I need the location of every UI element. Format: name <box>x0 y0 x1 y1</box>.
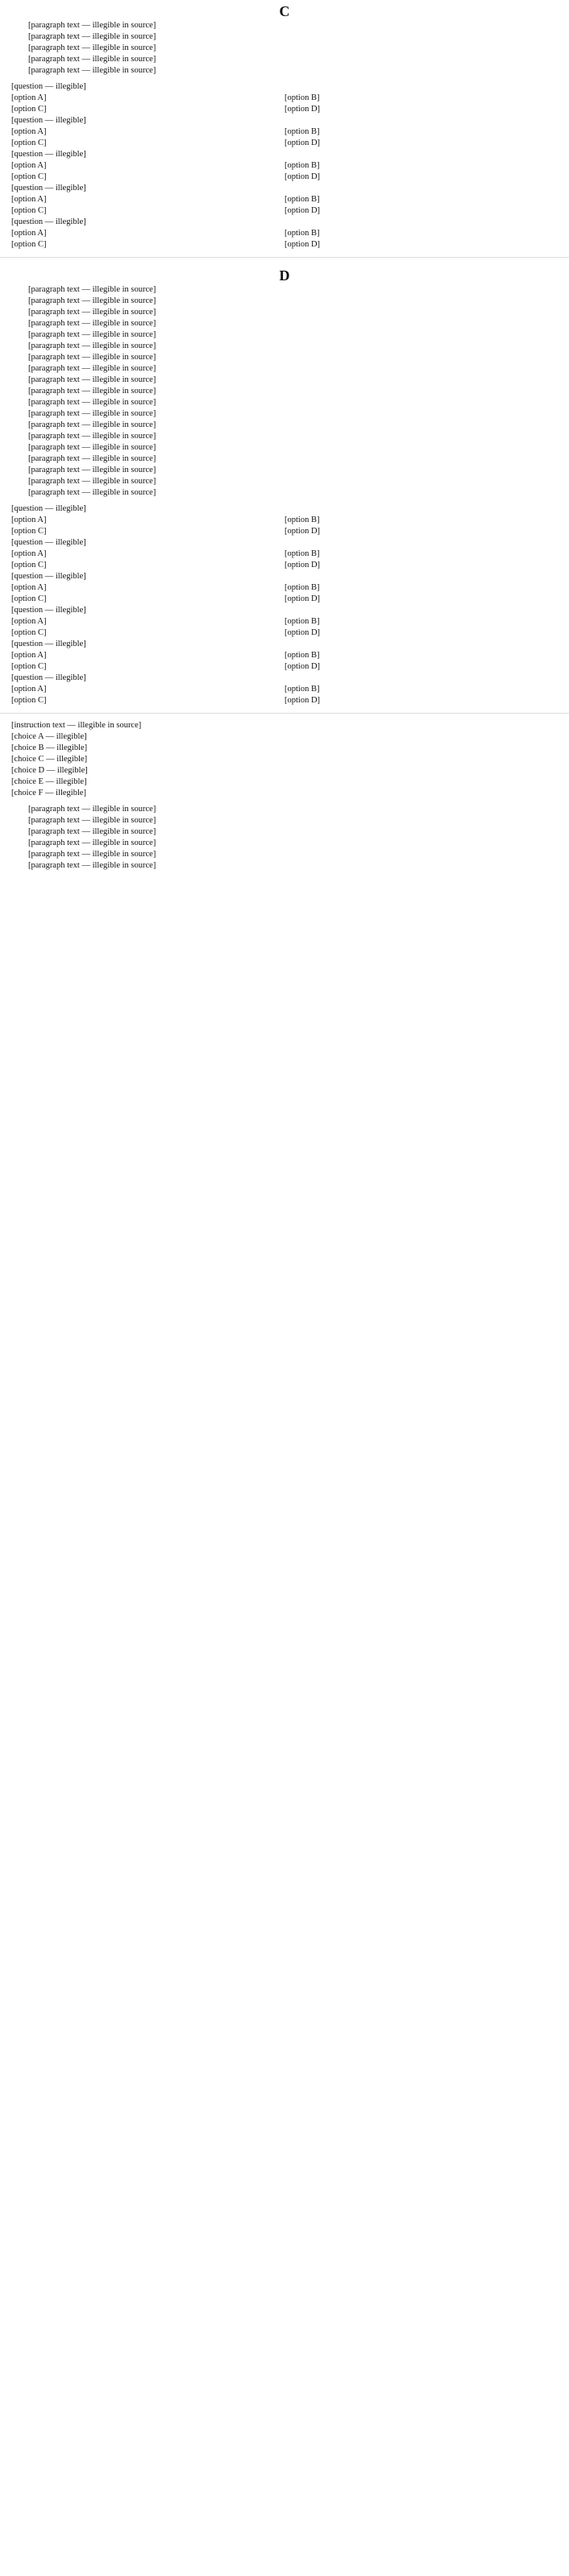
passageD-paragraph: [paragraph text — illegible in source] <box>28 409 156 418</box>
question-stem: [question — illegible] <box>11 673 86 682</box>
section2-paragraph: [paragraph text — illegible in source] <box>28 827 156 836</box>
passageD-paragraph: [paragraph text — illegible in source] <box>28 375 156 384</box>
passageD-paragraph: [paragraph text — illegible in source] <box>28 319 156 328</box>
question-option: [option D] <box>284 561 321 569</box>
passageD-paragraph: [paragraph text — illegible in source] <box>28 296 156 305</box>
answer-choice: [choice F — illegible] <box>11 789 87 797</box>
question-option: [option D] <box>284 527 321 536</box>
question-option: [option D] <box>284 594 321 603</box>
answer-choice: [choice A — illegible] <box>11 732 87 741</box>
passageD-paragraph: [paragraph text — illegible in source] <box>28 477 156 486</box>
section2-paragraph: [paragraph text — illegible in source] <box>28 861 156 870</box>
question-option: [option D] <box>284 696 321 705</box>
question-options <box>11 126 558 149</box>
question-option: [option A] <box>11 161 47 170</box>
section2-paragraph: [paragraph text — illegible in source] <box>28 816 156 825</box>
question-options <box>11 616 558 639</box>
question-option: [option A] <box>11 617 47 626</box>
question-option: [option C] <box>11 662 47 671</box>
question-option: [option B] <box>284 127 320 136</box>
question-options <box>11 93 558 115</box>
question-stem: [question — illegible] <box>11 640 86 648</box>
section2-instruction: [instruction text — illegible in source] <box>11 721 142 730</box>
passageD-paragraph: [paragraph text — illegible in source] <box>28 420 156 429</box>
question-stem: [question — illegible] <box>11 606 86 615</box>
question-option: [option D] <box>284 172 321 181</box>
passageD-paragraph: [paragraph text — illegible in source] <box>28 466 156 474</box>
passage-c-title: C <box>279 3 290 19</box>
question-option: [option D] <box>284 206 321 215</box>
question-options <box>11 515 558 537</box>
section2-paragraph: [paragraph text — illegible in source] <box>28 850 156 859</box>
question-option: [option A] <box>11 583 47 592</box>
passageD-paragraph: [paragraph text — illegible in source] <box>28 398 156 407</box>
question-stem: [question — illegible] <box>11 184 86 193</box>
question-option: [option D] <box>284 139 321 147</box>
passageD-paragraph: [paragraph text — illegible in source] <box>28 330 156 339</box>
question-option: [option B] <box>284 583 320 592</box>
question-stem: [question — illegible] <box>11 572 86 581</box>
question-stem: [question — illegible] <box>11 504 86 513</box>
question-option: [option C] <box>11 561 47 569</box>
question-stem: [question — illegible] <box>11 538 86 547</box>
passageD-paragraph: [paragraph text — illegible in source] <box>28 387 156 396</box>
question-options <box>11 194 558 217</box>
question-option: [option B] <box>284 229 320 238</box>
question-option: [option A] <box>11 651 47 660</box>
passageD-paragraph: [paragraph text — illegible in source] <box>28 364 156 373</box>
question-stem: [question — illegible] <box>11 82 86 91</box>
question-option: [option A] <box>11 93 47 102</box>
answer-choice: [choice E — illegible] <box>11 777 87 786</box>
question-option: [option B] <box>284 651 320 660</box>
question-option: [option C] <box>11 628 47 637</box>
question-options <box>11 650 558 673</box>
passageC-paragraph: [paragraph text — illegible in source] <box>28 55 156 64</box>
passageC-paragraph: [paragraph text — illegible in source] <box>28 43 156 52</box>
question-stem: [question — illegible] <box>11 150 86 159</box>
passageD-paragraph: [paragraph text — illegible in source] <box>28 342 156 350</box>
question-option: [option C] <box>11 696 47 705</box>
question-option: [option A] <box>11 516 47 524</box>
question-option: [option A] <box>11 549 47 558</box>
question-option: [option B] <box>284 685 320 694</box>
passageC-paragraph: [paragraph text — illegible in source] <box>28 66 156 75</box>
passageD-paragraph: [paragraph text — illegible in source] <box>28 443 156 452</box>
passageD-paragraph: [paragraph text — illegible in source] <box>28 432 156 441</box>
question-option: [option B] <box>284 549 320 558</box>
question-options <box>11 549 558 571</box>
question-option: [option A] <box>11 685 47 694</box>
question-option: [option B] <box>284 195 320 204</box>
question-option: [option C] <box>11 206 47 215</box>
passageD-paragraph: [paragraph text — illegible in source] <box>28 488 156 497</box>
question-option: [option D] <box>284 240 321 249</box>
question-option: [option C] <box>11 240 47 249</box>
passageD-paragraph: [paragraph text — illegible in source] <box>28 454 156 463</box>
question-option: [option B] <box>284 93 320 102</box>
question-option: [option B] <box>284 161 320 170</box>
question-stem: [question — illegible] <box>11 116 86 125</box>
passageC-paragraph: [paragraph text — illegible in source] <box>28 32 156 41</box>
section2-paragraph: [paragraph text — illegible in source] <box>28 839 156 847</box>
question-option: [option D] <box>284 105 321 114</box>
section2-paragraph: [paragraph text — illegible in source] <box>28 805 156 814</box>
question-option: [option A] <box>11 195 47 204</box>
passageD-paragraph: [paragraph text — illegible in source] <box>28 285 156 294</box>
question-option: [option A] <box>11 229 47 238</box>
answer-choice: [choice D — illegible] <box>11 766 88 775</box>
question-option: [option D] <box>284 628 321 637</box>
question-stem: [question — illegible] <box>11 217 86 226</box>
question-option: [option B] <box>284 617 320 626</box>
passageD-paragraph: [paragraph text — illegible in source] <box>28 308 156 317</box>
question-option: [option C] <box>11 105 47 114</box>
question-option: [option C] <box>11 527 47 536</box>
question-option: [option C] <box>11 594 47 603</box>
question-option: [option C] <box>11 172 47 181</box>
question-option: [option D] <box>284 662 321 671</box>
answer-choice: [choice C — illegible] <box>11 755 88 764</box>
question-option: [option B] <box>284 516 320 524</box>
section-divider <box>0 257 569 258</box>
question-options <box>11 160 558 183</box>
answer-choice: [choice B — illegible] <box>11 743 88 752</box>
passageD-paragraph: [paragraph text — illegible in source] <box>28 353 156 362</box>
question-options <box>11 684 558 706</box>
question-option: [option C] <box>11 139 47 147</box>
question-options <box>11 582 558 605</box>
passageC-paragraph: [paragraph text — illegible in source] <box>28 21 156 30</box>
question-option: [option A] <box>11 127 47 136</box>
passage-d-title: D <box>279 267 290 284</box>
question-options <box>11 228 558 251</box>
section-divider <box>0 713 569 714</box>
